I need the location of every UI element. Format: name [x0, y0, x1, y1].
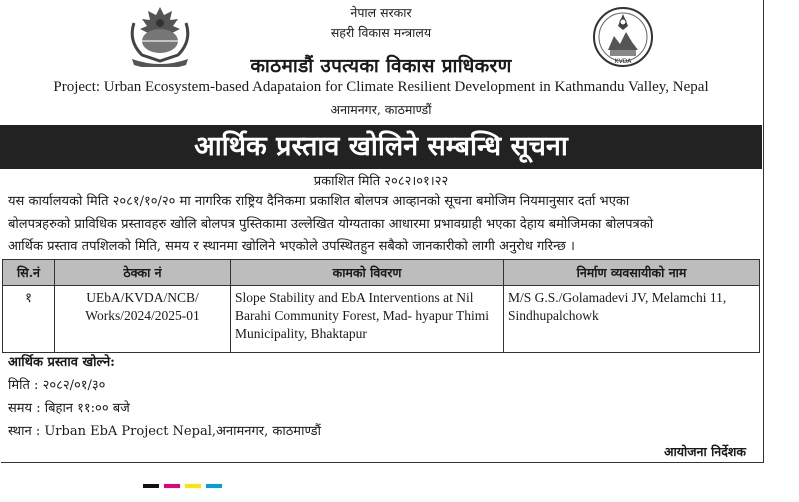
- government-name: नेपाल सरकार: [350, 5, 412, 20]
- ministry-name: सहरी विकास मन्त्रालय: [330, 25, 432, 40]
- column-header-sn: सि.नं: [3, 260, 55, 286]
- opening-place: स्थान : Urban EbA Project Nepal,अनामनगर, काठमाण्डौं: [8, 424, 321, 439]
- notice-title: आर्थिक प्रस्ताव खोलिने सम्बन्धि सूचना: [0, 125, 762, 169]
- authority-name: काठमाडौं उपत्यका विकास प्राधिकरण: [250, 55, 512, 77]
- opening-time: समय : बिहान ११:०० बजे: [8, 401, 130, 416]
- body-line: बोलपत्रहरुको प्राविधिक प्रस्तावहरु खोलि बोलपत्र पुस्तिकामा उल्लेखित योग्यताका आधारमा प्रभावग्राही भएका देहाय बमोजिमका बोलपत्रको: [8, 216, 654, 232]
- opening-heading: आर्थिक प्रस्ताव खोल्ने:: [8, 355, 115, 370]
- column-header-contract: ठेक्का नं: [55, 260, 231, 286]
- svg-text:KVDA: KVDA: [614, 58, 632, 65]
- contract-table: [2, 259, 760, 353]
- print-mark-yellow: [185, 484, 201, 488]
- notice-body: [8, 191, 760, 259]
- column-header-description: कामको विवरण: [231, 260, 504, 286]
- signatory-title: आयोजना निर्देशक: [664, 444, 746, 459]
- cell-contractor: M/S G.S./Golamadevi JV, Melamchi 11, Sindhupalchowk: [504, 286, 760, 353]
- published-date: प्रकाशित मिति २०८२।०१।२२: [313, 174, 449, 189]
- cell-description: Slope Stability and EbA Interventions at Nil Barahi Community Forest, Mad- hyapur Thimi Municipality, Bhaktapur: [231, 286, 504, 353]
- body-line: आर्थिक प्रस्ताव तपशिलको मिति, समय र स्थानमा खोलिने भएकोले उपस्थितहुन सबैको जानकारीको लागी अनुरोध गरिन्छ ।: [8, 239, 575, 254]
- body-line: यस कार्यालयको मिति २०८१/१०/२० मा नागरिक राष्ट्रिय दैनिकमा प्रकाशित बोलपत्र आव्हानको सूचना बमोजिम नियमानुसार दर्ता भएका: [8, 194, 630, 209]
- print-mark-magenta: [164, 484, 180, 488]
- column-header-contractor: निर्माण व्यवसायीको नाम: [504, 260, 760, 286]
- project-name: Project: Urban Ecosystem-based Adapataion for Climate Resilient Development in Kathmandu Valley, Nepal: [53, 79, 709, 95]
- table-header-row: [3, 260, 760, 286]
- print-mark-black: [143, 484, 159, 488]
- office-address: अनामनगर, काठमाण्डौं: [330, 102, 432, 117]
- print-mark-cyan: [206, 484, 222, 488]
- table-row: [3, 286, 760, 353]
- opening-date: मिति : २०८२/०१/३०: [8, 378, 106, 393]
- cell-sn: १: [3, 286, 55, 353]
- cell-contract: UEbA/KVDA/NCB/ Works/2024/2025-01: [55, 286, 231, 353]
